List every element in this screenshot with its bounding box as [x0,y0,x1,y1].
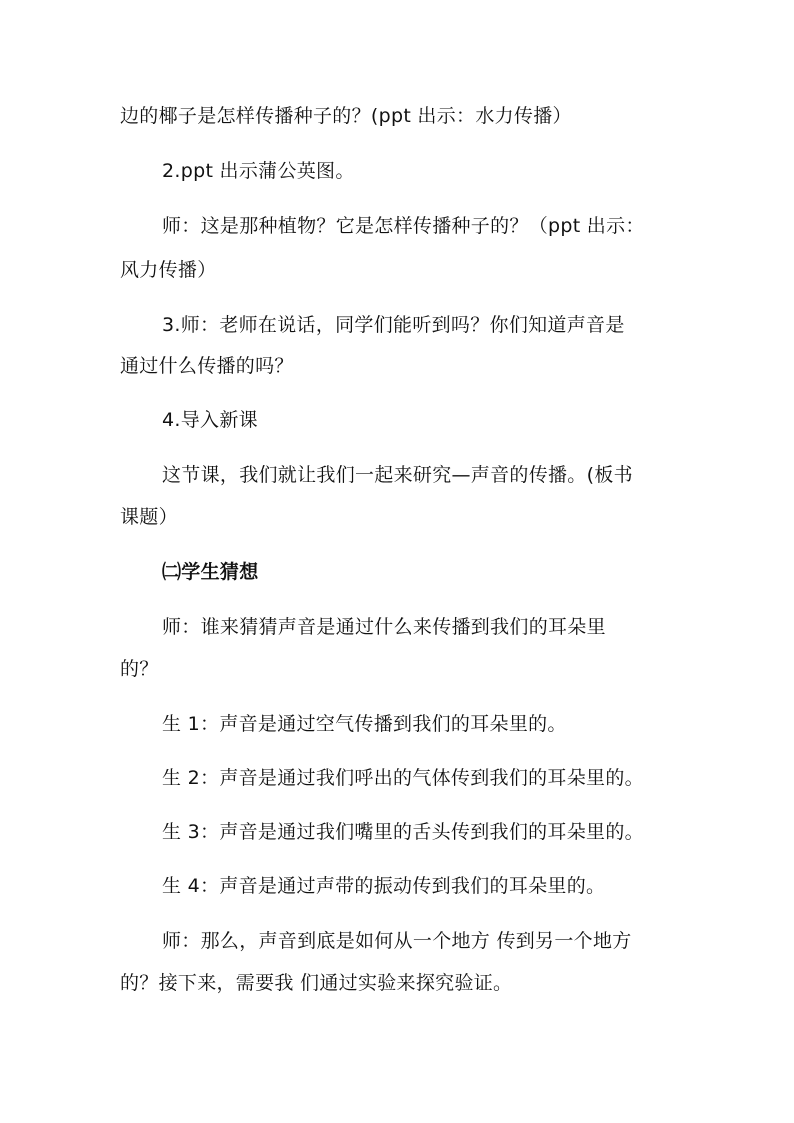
text-line: 2.ppt 出示蒲公英图。 [162,160,355,182]
text-line: 课题） [120,506,178,528]
text-line: 师：这是那种植物？它是怎样传播种子的？（ppt 出示： [162,215,645,237]
text-line: 风力传播） [120,259,217,281]
text-line: 生 2：声音是通过我们呼出的气体传到我们的耳朵里的。 [162,767,644,789]
text-line: 通过什么传播的吗？ [120,355,294,377]
text-line: 师：谁来猜猜声音是通过什么来传播到我们的耳朵里 [162,616,606,638]
text-line: 这节课，我们就让我们一起来研究—声音的传播。(板书 [162,464,633,486]
text-line: 生 1：声音是通过空气传播到我们的耳朵里的。 [162,713,567,735]
text-line: 生 4：声音是通过声带的振动传到我们的耳朵里的。 [162,875,606,897]
text-line: 边的椰子是怎样传播种子的？(ppt 出示：水力传播） [120,105,572,127]
text-line: 生 3：声音是通过我们嘴里的舌头传到我们的耳朵里的。 [162,821,644,843]
text-line: 4.导入新课 [162,409,258,431]
text-line: 3.师：老师在说话，同学们能听到吗？你们知道声音是 [162,314,625,336]
text-line: 师：那么，声音到底是如何从一个地方 传到另一个地方 [162,930,632,952]
text-line: 的？ [120,658,159,680]
section-heading: ㈡学生猜想 [162,561,259,583]
text-line: 的？接下来，需要我 们通过实验来探究验证。 [120,972,513,994]
